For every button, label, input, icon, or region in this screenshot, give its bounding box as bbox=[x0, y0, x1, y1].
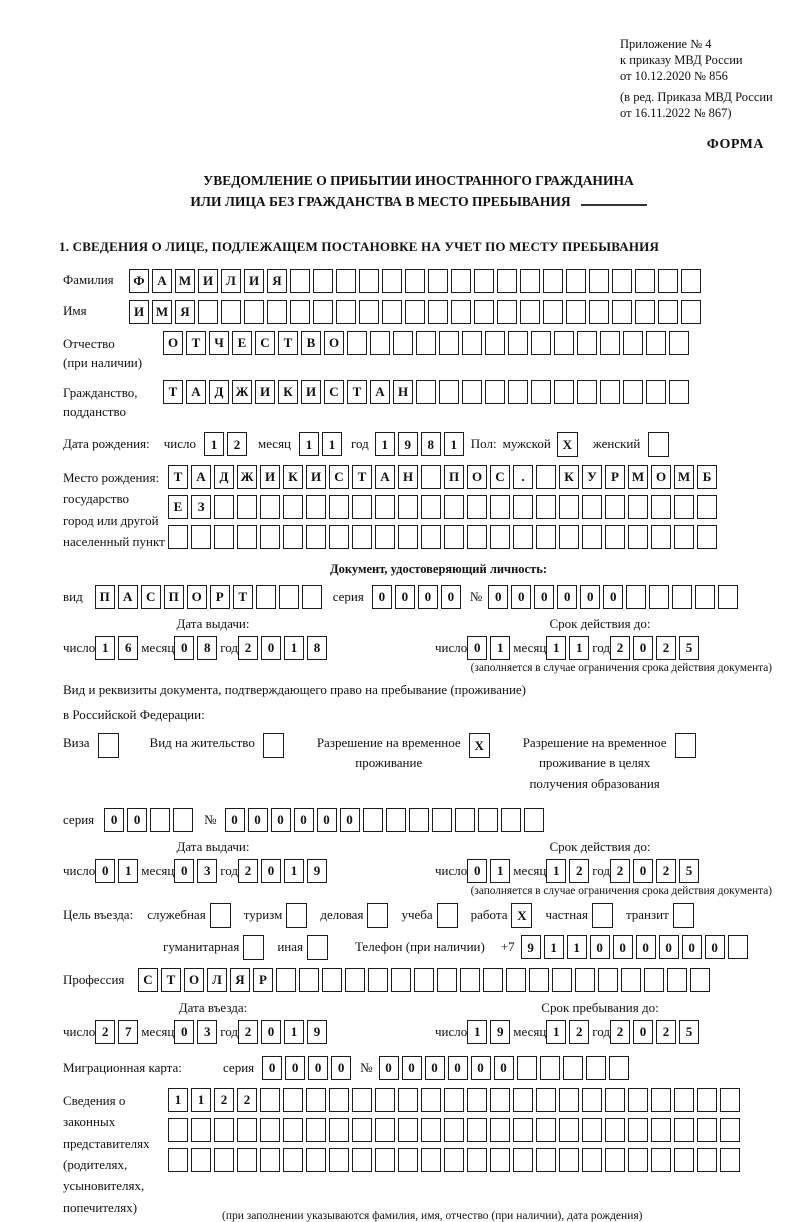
identity-doc-dates bbox=[63, 616, 774, 660]
citizenship-field[interactable]: Т А Д Ж И К И С Т А Н bbox=[163, 380, 692, 404]
identity-expiry-note: (заполняется в случае ограничения срока действия документа) bbox=[470, 661, 772, 674]
identity-number-field[interactable]: 0 0 0 0 0 0 bbox=[488, 585, 741, 609]
temp-residence-checkbox[interactable]: X bbox=[469, 733, 490, 758]
identity-expiry-month[interactable]: 1 1 bbox=[546, 636, 592, 660]
form-title-line2: ИЛИ ЛИЦА БЕЗ ГРАЖДАНСТВА В МЕСТО ПРЕБЫВАНИЯ bbox=[63, 192, 774, 213]
birth-date-row bbox=[63, 432, 774, 457]
given-name-row bbox=[63, 300, 774, 324]
order-reference bbox=[620, 36, 774, 121]
permit-number-field[interactable]: 0 0 0 0 0 0 bbox=[225, 808, 547, 832]
patronymic-label: Отчество (при наличии) bbox=[63, 335, 143, 371]
visa-checkbox[interactable] bbox=[98, 733, 119, 758]
purpose-study-checkbox[interactable] bbox=[437, 903, 458, 928]
day-label: число bbox=[63, 862, 96, 878]
permit-series-row bbox=[63, 808, 774, 832]
representatives-label: Сведения о законных представителях (родителях, усыновителях, попечителях) bbox=[63, 1092, 150, 1215]
month-label: месяц bbox=[141, 639, 175, 655]
purpose-other-label: иная bbox=[277, 939, 303, 955]
day-label: число bbox=[163, 436, 196, 452]
representatives-line3[interactable] bbox=[168, 1148, 743, 1172]
permit-expiry-day[interactable]: 0 1 bbox=[467, 859, 513, 883]
title-blank-underline bbox=[581, 192, 647, 206]
permit-issue-month[interactable]: 0 3 bbox=[174, 859, 220, 883]
purpose-other-checkbox[interactable] bbox=[307, 935, 328, 960]
birth-place-label: Место рождения: государство город или другой населенный пункт bbox=[63, 469, 165, 550]
given-name-label: Имя bbox=[63, 302, 87, 318]
entry-month[interactable]: 0 3 bbox=[174, 1020, 220, 1044]
residence-permit-checkbox[interactable] bbox=[263, 733, 284, 758]
purpose-transit-checkbox[interactable] bbox=[673, 903, 694, 928]
phone-label: Телефон (при наличии) bbox=[354, 939, 485, 955]
permit-expiry-heading: Срок действия до: bbox=[549, 838, 651, 854]
identity-doc-heading: Документ, удостоверяющий личность: bbox=[330, 561, 547, 576]
permit-expiry-year[interactable]: 2 0 2 5 bbox=[610, 859, 702, 883]
identity-series-field[interactable]: 0 0 0 0 bbox=[372, 585, 464, 609]
sex-male-label: мужской bbox=[502, 436, 551, 452]
form-title bbox=[63, 171, 774, 213]
sex-female-label: женский bbox=[592, 436, 641, 452]
month-label: месяц bbox=[513, 1023, 547, 1039]
day-label: число bbox=[435, 1023, 468, 1039]
permit-series-field[interactable]: 0 0 bbox=[104, 808, 196, 832]
migration-card-number[interactable]: 0 0 0 0 0 0 bbox=[379, 1056, 632, 1080]
birth-date-label: Дата рождения: bbox=[63, 436, 150, 452]
identity-issue-month[interactable]: 0 8 bbox=[174, 636, 220, 660]
entry-dates bbox=[63, 1000, 774, 1044]
stay-until-heading: Срок пребывания до: bbox=[541, 999, 659, 1015]
visit-purpose-row bbox=[63, 903, 774, 928]
form-title-line1: УВЕДОМЛЕНИЕ О ПРИБЫТИИ ИНОСТРАННОГО ГРАЖДАНИНА bbox=[203, 173, 634, 188]
series-label: серия bbox=[223, 1059, 255, 1075]
month-label: месяц bbox=[513, 639, 547, 655]
reference-line: Приложение № 4 bbox=[620, 37, 712, 51]
birth-place-line2[interactable]: Е З bbox=[168, 495, 720, 519]
birth-month-field[interactable]: 1 1 bbox=[299, 432, 345, 456]
series-label: серия bbox=[332, 588, 364, 604]
residence-permit-intro: Вид и реквизиты документа, подтверждающего право на пребывание (проживание) в Российской Федерации: bbox=[63, 681, 527, 722]
year-label: год bbox=[351, 436, 369, 452]
purpose-humanitarian-label: гуманитарная bbox=[163, 939, 240, 955]
identity-issue-year[interactable]: 2 0 1 8 bbox=[238, 636, 330, 660]
migration-card-row bbox=[63, 1056, 774, 1080]
reference-line: от 16.11.2022 № 867) bbox=[620, 106, 732, 120]
month-label: месяц bbox=[257, 436, 292, 452]
month-label: месяц bbox=[141, 1023, 175, 1039]
identity-expiry-year[interactable]: 2 0 2 5 bbox=[610, 636, 702, 660]
profession-row bbox=[63, 968, 774, 992]
representatives-line1[interactable]: 1 1 2 2 bbox=[168, 1088, 743, 1112]
number-label: № bbox=[469, 588, 483, 604]
purpose-tourism-label: туризм bbox=[243, 907, 283, 923]
purpose-study-label: учеба bbox=[401, 907, 433, 923]
purpose-business-checkbox[interactable] bbox=[367, 903, 388, 928]
citizenship-label: Гражданство, подданство bbox=[63, 384, 138, 420]
residence-permit-options bbox=[63, 733, 774, 793]
phone-field[interactable]: 9 1 1 0 0 0 0 0 0 bbox=[521, 935, 751, 959]
identity-expiry-day[interactable]: 0 1 bbox=[467, 636, 513, 660]
migration-card-series[interactable]: 0 0 0 0 bbox=[262, 1056, 354, 1080]
day-label: число bbox=[63, 1023, 96, 1039]
surname-field[interactable]: Ф А М И Л И Я bbox=[129, 269, 704, 293]
identity-doc-row bbox=[63, 585, 774, 609]
identity-kind-label: вид bbox=[63, 588, 83, 604]
permit-dates bbox=[63, 839, 774, 883]
representatives-line2[interactable] bbox=[168, 1118, 743, 1142]
birth-day-field[interactable]: 1 2 bbox=[204, 432, 250, 456]
option-temp-residence-education: Разрешение на временное проживание в целях получения образования bbox=[523, 733, 699, 793]
given-name-field[interactable]: И М Я bbox=[129, 300, 704, 324]
representatives-note: (при заполнении указываются фамилия, имя, отчество (при наличии), дата рождения) bbox=[222, 1209, 643, 1222]
reference-line: от 10.12.2020 № 856 bbox=[620, 69, 728, 83]
month-label: месяц bbox=[513, 862, 547, 878]
stay-month[interactable]: 1 2 bbox=[546, 1020, 592, 1044]
number-label: № bbox=[204, 811, 217, 827]
option-residence-permit: Вид на жительство bbox=[150, 733, 287, 758]
forma-label: ФОРМА bbox=[706, 137, 764, 152]
year-label: год bbox=[220, 639, 239, 655]
phone-prefix: +7 bbox=[500, 939, 515, 955]
year-label: год bbox=[592, 1023, 611, 1039]
purpose-tourism-checkbox[interactable] bbox=[286, 903, 307, 928]
permit-expiry-month[interactable]: 1 2 bbox=[546, 859, 592, 883]
purpose-business-label: деловая bbox=[320, 907, 364, 923]
identity-issue-day[interactable]: 1 6 bbox=[95, 636, 141, 660]
citizenship-row bbox=[63, 380, 774, 422]
reference-line: (в ред. Приказа МВД России bbox=[620, 90, 773, 104]
permit-issue-heading: Дата выдачи: bbox=[176, 838, 250, 854]
number-label: № bbox=[360, 1059, 373, 1075]
day-label: число bbox=[435, 639, 468, 655]
series-label: серия bbox=[63, 811, 95, 827]
migration-card-label: Миграционная карта: bbox=[63, 1059, 182, 1075]
birth-place-line3[interactable] bbox=[168, 525, 720, 549]
entry-date-heading: Дата въезда: bbox=[178, 999, 248, 1015]
day-label: число bbox=[435, 862, 468, 878]
month-label: месяц bbox=[141, 862, 175, 878]
patronymic-row bbox=[63, 331, 774, 373]
identity-expiry-heading: Срок действия до: bbox=[549, 615, 651, 631]
option-temp-residence: Разрешение на временное проживание X bbox=[317, 733, 493, 773]
birth-place-fields bbox=[168, 465, 720, 555]
permit-issue-day[interactable]: 0 1 bbox=[95, 859, 141, 883]
permit-issue-year[interactable]: 2 0 1 9 bbox=[238, 859, 330, 883]
representatives-row bbox=[63, 1088, 774, 1222]
purpose-work-label: работа bbox=[470, 907, 508, 923]
surname-row bbox=[63, 269, 774, 293]
option-visa: Виза bbox=[63, 733, 122, 758]
sex-male-checkbox[interactable]: X bbox=[557, 432, 578, 457]
stay-year[interactable]: 2 0 2 5 bbox=[610, 1020, 702, 1044]
profession-field[interactable]: С Т О Л Я Р bbox=[138, 968, 713, 992]
day-label: число bbox=[63, 639, 96, 655]
visit-purpose-label: Цель въезда: bbox=[63, 907, 134, 923]
purpose-private-checkbox[interactable] bbox=[592, 903, 613, 928]
permit-expiry-note: (заполняется в случае ограничения срока действия документа) bbox=[470, 884, 772, 897]
purpose-humanitarian-checkbox[interactable] bbox=[243, 935, 264, 960]
section1-heading: 1. СВЕДЕНИЯ О ЛИЦЕ, ПОДЛЕЖАЩЕМ ПОСТАНОВКЕ НА УЧЕТ ПО МЕСТУ ПРЕБЫВАНИЯ bbox=[59, 238, 660, 254]
purpose-work-checkbox[interactable]: X bbox=[511, 903, 532, 928]
year-label: год bbox=[592, 862, 611, 878]
representatives-fields bbox=[168, 1088, 743, 1222]
year-label: год bbox=[592, 639, 611, 655]
identity-issue-heading: Дата выдачи: bbox=[176, 615, 250, 631]
surname-label: Фамилия bbox=[63, 271, 114, 287]
purpose-transit-label: транзит bbox=[625, 907, 669, 923]
profession-label: Профессия bbox=[63, 971, 125, 987]
purpose-official-label: служебная bbox=[147, 907, 206, 923]
year-label: год bbox=[220, 1023, 239, 1039]
birth-year-field[interactable]: 1 9 8 1 bbox=[375, 432, 467, 456]
visit-purpose-row2 bbox=[63, 935, 774, 960]
reference-line: к приказу МВД России bbox=[620, 53, 743, 67]
sex-female-checkbox[interactable] bbox=[648, 432, 669, 457]
temp-residence-education-checkbox[interactable] bbox=[675, 733, 696, 758]
birth-place-line1[interactable]: Т А Д Ж И К И С Т А Н П О С . К У Р М О М Б bbox=[168, 465, 720, 489]
patronymic-field[interactable]: О Т Ч Е С Т В О bbox=[163, 331, 692, 355]
birth-place-row bbox=[63, 465, 774, 555]
purpose-official-checkbox[interactable] bbox=[210, 903, 231, 928]
stay-day[interactable]: 1 9 bbox=[467, 1020, 513, 1044]
sex-label: Пол: bbox=[470, 436, 497, 452]
purpose-private-label: частная bbox=[545, 907, 588, 923]
year-label: год bbox=[220, 862, 239, 878]
entry-year[interactable]: 2 0 1 9 bbox=[238, 1020, 330, 1044]
identity-kind-field[interactable]: П А С П О Р Т bbox=[95, 585, 325, 609]
entry-day[interactable]: 2 7 bbox=[95, 1020, 141, 1044]
